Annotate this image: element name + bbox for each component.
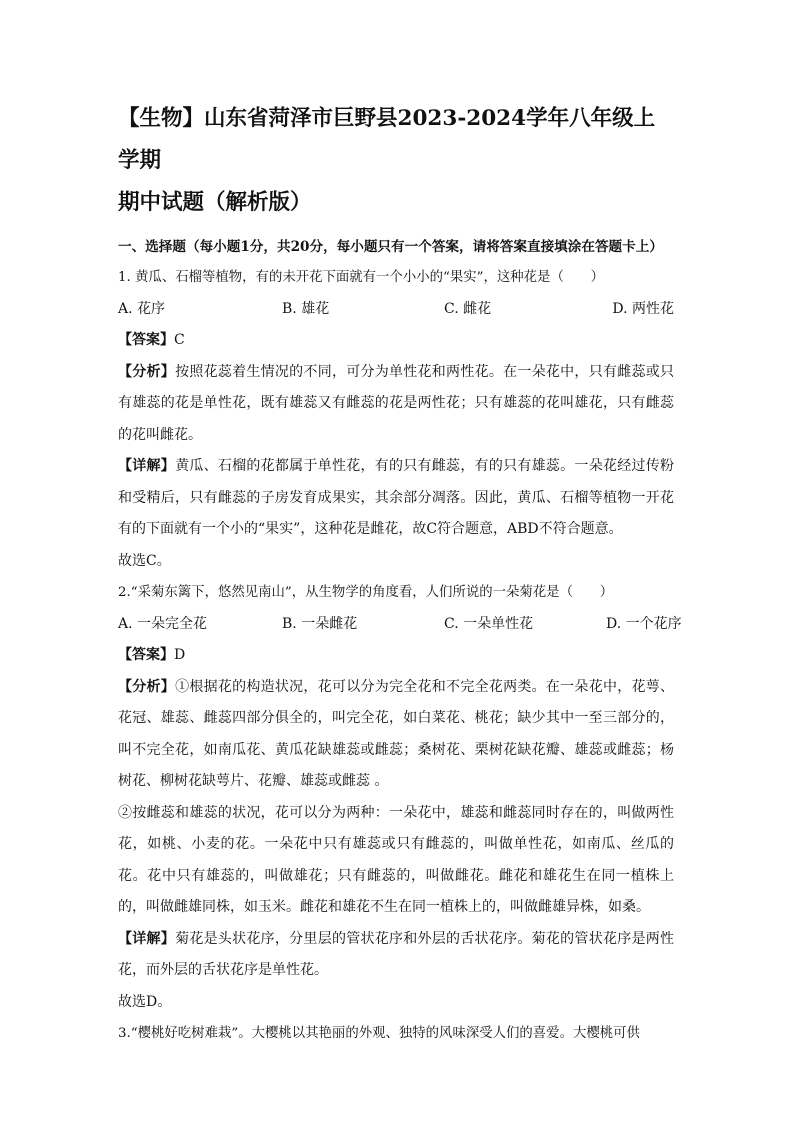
question-1-conclusion: 故选C。 (118, 552, 171, 569)
question-2-detail (118, 924, 674, 987)
answer-tag: 【答案】 (118, 647, 174, 663)
question-2-analysis (118, 672, 674, 798)
option-a: A. 花序 (118, 300, 166, 317)
option-d: D. 两性花 (612, 300, 674, 317)
option-c: C. 一朵单性花 (444, 615, 534, 632)
answer-tag: 【答案】 (118, 332, 174, 348)
document-title (118, 98, 674, 224)
question-1-options (118, 294, 674, 326)
question-1-answer (118, 325, 674, 357)
question-2-conclusion: 故选D。 (118, 993, 172, 1010)
question-2-analysis-2: ②按雌蕊和雄蕊的状况，花可以分为两种：一朵花中，雄蕊和雌蕊同时存在的，叫做两性花，如桃、小麦的花。一朵花中只有雄蕊或只有雌蕊的，叫做单性花，如南瓜、丝瓜的花。花中只有雄蕊的，叫做雄花；只有雌蕊的，叫做雌花。雌花和雄花生在同一植株上的，叫做雌雄同株，如玉米。雌花和雄花不生在同一植株上的，叫做雌雄异株，如桑。 (118, 804, 674, 915)
question-2-answer (118, 640, 674, 672)
analysis-tag: 【分析】 (118, 363, 176, 380)
title-line-2: 期中试题（解析版） (118, 190, 312, 215)
detail-text: 菊花是头状花序，分里层的管状花序和外层的舌状花序。菊花的管状花序是两性花，而外层的舌状花序是单性花。 (118, 930, 675, 978)
question-1-analysis (118, 357, 674, 452)
option-d: D. 一个花序 (606, 615, 682, 632)
analysis-text: 按照花蕊着生情况的不同，可分为单性花和两性花。在一朵花中，只有雌蕊或只有雄蕊的花是单性花，既有雄蕊又有雌蕊的花是两性花；只有雄蕊的花叫雄花，只有雌蕊的花叫雌花。 (118, 363, 675, 443)
question-1-detail (118, 451, 674, 546)
answer-value: C (174, 332, 185, 348)
section-heading: 一、选择题（每小题1分，共20分，每小题只有一个答案，请将答案直接填涂在答题卡上） (118, 239, 663, 255)
question-2-stem: 2.“采菊东篱下，悠然见南山”，从生物学的角度看，人们所说的一朵菊花是（ ） (118, 585, 614, 600)
title-line-1: 【生物】山东省菏泽市巨野县2023-2024学年八年级上学期 (118, 106, 656, 173)
option-b: B. 一朵雌花 (282, 615, 358, 632)
document-page (118, 98, 682, 1050)
detail-tag: 【详解】 (118, 458, 176, 474)
question-3-stem: 3.“樱桃好吃树难栽”。大樱桃以其艳丽的外观、独特的风味深受人们的喜爱。大樱桃可供 (118, 1026, 640, 1041)
option-c: C. 雌花 (444, 300, 492, 317)
analysis-text: ①根据花的构造状况，花可以分为完全花和不完全花两类。在一朵花中，花萼、花冠、雄蕊、雌蕊四部分俱全的，叫完全花，如白菜花、桃花；缺少其中一至三部分的，叫不完全花，如南瓜花、黄瓜花缺雄蕊或雌蕊；桑树花、栗树花缺花瓣、雄蕊或雌蕊；杨树花、柳树花缺萼片、花瓣、雄蕊或雌蕊 。 (118, 678, 675, 789)
answer-value: D (174, 647, 186, 663)
option-a: A. 一朵完全花 (118, 615, 208, 632)
detail-tag: 【详解】 (118, 930, 176, 947)
question-1-stem: 1. 黄瓜、石榴等植物，有的未开花下面就有一个小小的“果实”，这种花是（ ） (118, 270, 605, 285)
question-2-options (118, 609, 682, 641)
option-b: B. 雄花 (282, 300, 330, 317)
detail-text: 黄瓜、石榴的花都属于单性花，有的只有雌蕊，有的只有雄蕊。一朵花经过传粉和受精后，只有雌蕊的子房发育成果实，其余部分凋落。因此，黄瓜、石榴等植物一开花有的下面就有一个小的“果实”，这种花是雌花，故C符合题意，ABD不符合题意。 (118, 458, 675, 537)
analysis-tag: 【分析】 (118, 678, 176, 695)
